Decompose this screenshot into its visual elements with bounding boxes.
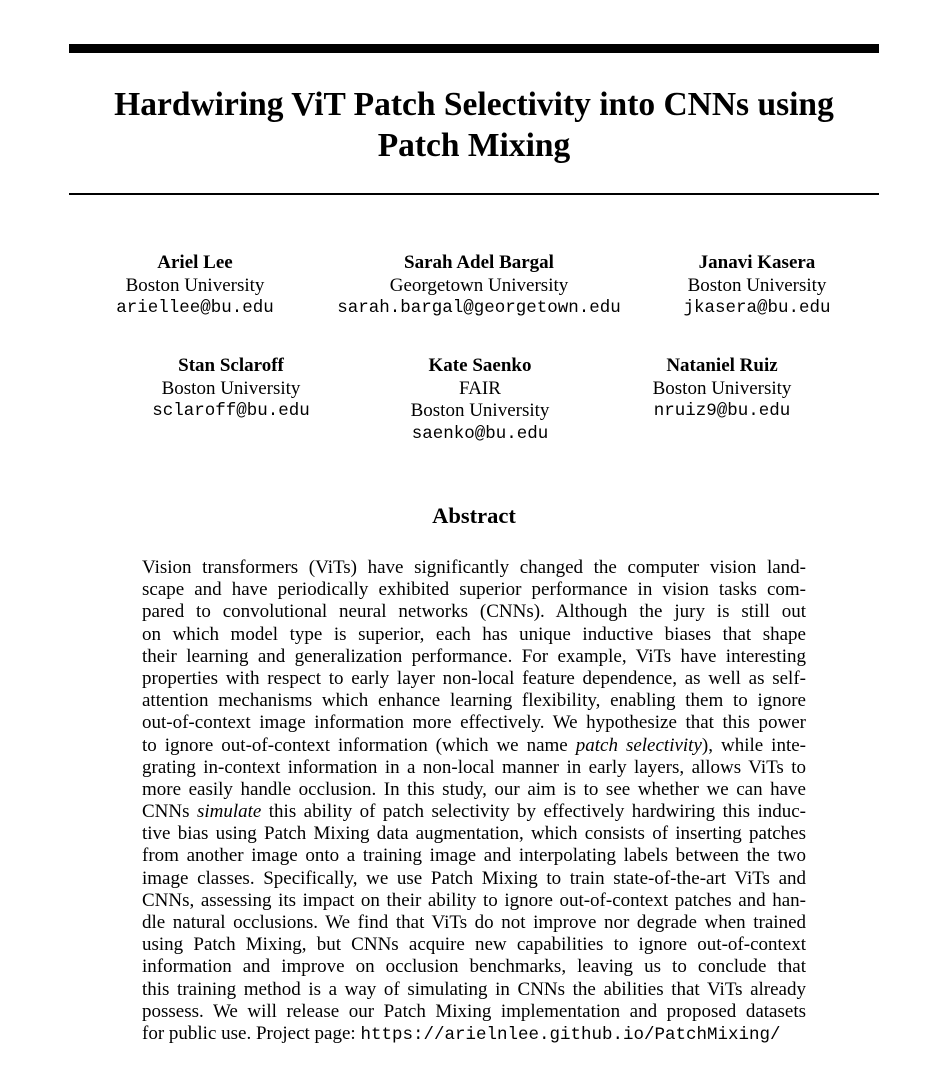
abstract-line: tive bias using Patch Mixing data augmentation, which consists of inserting patches bbox=[142, 823, 806, 845]
abstract-line: CNNs, assessing its impact on their ability to ignore out-of-context patches and han- bbox=[142, 889, 806, 911]
author-affiliation: Boston University bbox=[687, 274, 827, 296]
author-name: Kate Saenko bbox=[428, 355, 532, 376]
abstract-line: image classes. Specifically, we use Patch Mixing to train state-of-the-art ViTs and bbox=[142, 867, 806, 889]
project-page-link[interactable]: https://arielnlee.github.io/PatchMixing/ bbox=[360, 1024, 781, 1045]
author-name: Nataniel Ruiz bbox=[666, 355, 778, 376]
author-block bbox=[380, 355, 580, 445]
abstract-line: Vision transformers (ViTs) have significantly changed the computer vision land- bbox=[142, 557, 806, 578]
abstract-line: from another image onto a training image and interpolating labels between the two bbox=[142, 845, 806, 867]
paper-title bbox=[69, 84, 879, 166]
abstract-line: information and improve on occlusion benchmarks, leaving us to conclude that bbox=[142, 956, 806, 978]
title-rule bbox=[69, 193, 879, 195]
abstract-line: pared to convolutional neural networks (CNNs). Although the jury is still out bbox=[142, 601, 806, 623]
emphasis-simulate: simulate bbox=[196, 801, 262, 823]
abstract-line: attention mechanisms which enhance learning flexibility, enabling them to ignore bbox=[142, 690, 806, 712]
abstract-line-text: for public use. Project page: bbox=[142, 1022, 361, 1044]
author-name: Ariel Lee bbox=[157, 252, 233, 273]
author-block bbox=[622, 355, 822, 423]
top-rule bbox=[69, 44, 879, 53]
abstract-line-text: CNNs bbox=[142, 801, 197, 823]
author-affiliation: Boston University bbox=[161, 377, 301, 399]
abstract-body bbox=[142, 557, 806, 1045]
paper-title-line-1: Hardwiring ViT Patch Selectivity into CNNs using bbox=[114, 86, 834, 123]
abstract-line: using Patch Mixing, but CNNs acquire new capabilities to ignore out-of-context bbox=[142, 934, 806, 956]
author-email[interactable]: saenko@bu.edu bbox=[411, 423, 549, 444]
author-name: Stan Sclaroff bbox=[178, 355, 284, 376]
abstract-line: grating in-context information in a non-local manner in early layers, allows ViTs to bbox=[142, 756, 806, 778]
abstract-line: more easily handle occlusion. In this study, our aim is to see whether we can have bbox=[142, 778, 806, 800]
emphasis-patch-selectivity: patch selectivity bbox=[575, 734, 702, 756]
abstract-line: scape and have periodically exhibited superior performance in vision tasks com- bbox=[142, 579, 806, 601]
abstract-line: this training method is a way of simulating in CNNs the abilities that ViTs already bbox=[142, 978, 806, 1000]
abstract-line-text: this ability of patch selectivity by effectively hardwiring this induc- bbox=[261, 801, 807, 823]
author-block bbox=[131, 355, 331, 423]
author-block bbox=[319, 252, 639, 320]
paper-title-line-2: Patch Mixing bbox=[377, 127, 571, 164]
abstract-line: properties with respect to early layer non-local feature dependence, as well as self- bbox=[142, 667, 806, 689]
author-email[interactable]: sarah.bargal@georgetown.edu bbox=[337, 298, 621, 318]
abstract-line: dle natural occlusions. We find that ViTs do not improve nor degrade when trained bbox=[142, 912, 806, 933]
author-email[interactable]: ariellee@bu.edu bbox=[116, 298, 274, 318]
author-name: Sarah Adel Bargal bbox=[404, 252, 554, 273]
author-affiliation: Boston University bbox=[652, 377, 792, 399]
abstract-line: out-of-context image information more effectively. We hypothesize that this power bbox=[142, 712, 806, 734]
author-email[interactable]: nruiz9@bu.edu bbox=[653, 401, 791, 421]
abstract-line: possess. We will release our Patch Mixing implementation and proposed datasets bbox=[142, 1000, 806, 1022]
author-affiliation: Boston University bbox=[125, 274, 265, 296]
author-affiliation: FAIR bbox=[459, 377, 501, 399]
author-email[interactable]: jkasera@bu.edu bbox=[683, 298, 831, 318]
abstract-line bbox=[142, 1023, 806, 1045]
abstract-line bbox=[142, 735, 806, 757]
abstract-heading: Abstract bbox=[432, 503, 516, 528]
author-block bbox=[657, 252, 857, 320]
abstract-line: on which model type is superior, each has unique inductive biases that shape bbox=[142, 623, 806, 645]
author-email[interactable]: sclaroff@bu.edu bbox=[152, 401, 310, 421]
abstract-line bbox=[142, 801, 806, 823]
author-block bbox=[95, 252, 295, 320]
author-name: Janavi Kasera bbox=[698, 252, 816, 273]
abstract-line-text: ), while inte- bbox=[701, 734, 807, 756]
abstract-line: their learning and generalization performance. For example, ViTs have interesting bbox=[142, 645, 806, 667]
author-affiliation: Georgetown University bbox=[389, 274, 569, 296]
author-affiliation: Boston University bbox=[410, 400, 550, 421]
abstract-line-text: to ignore out-of-context information (which we name bbox=[142, 734, 576, 756]
